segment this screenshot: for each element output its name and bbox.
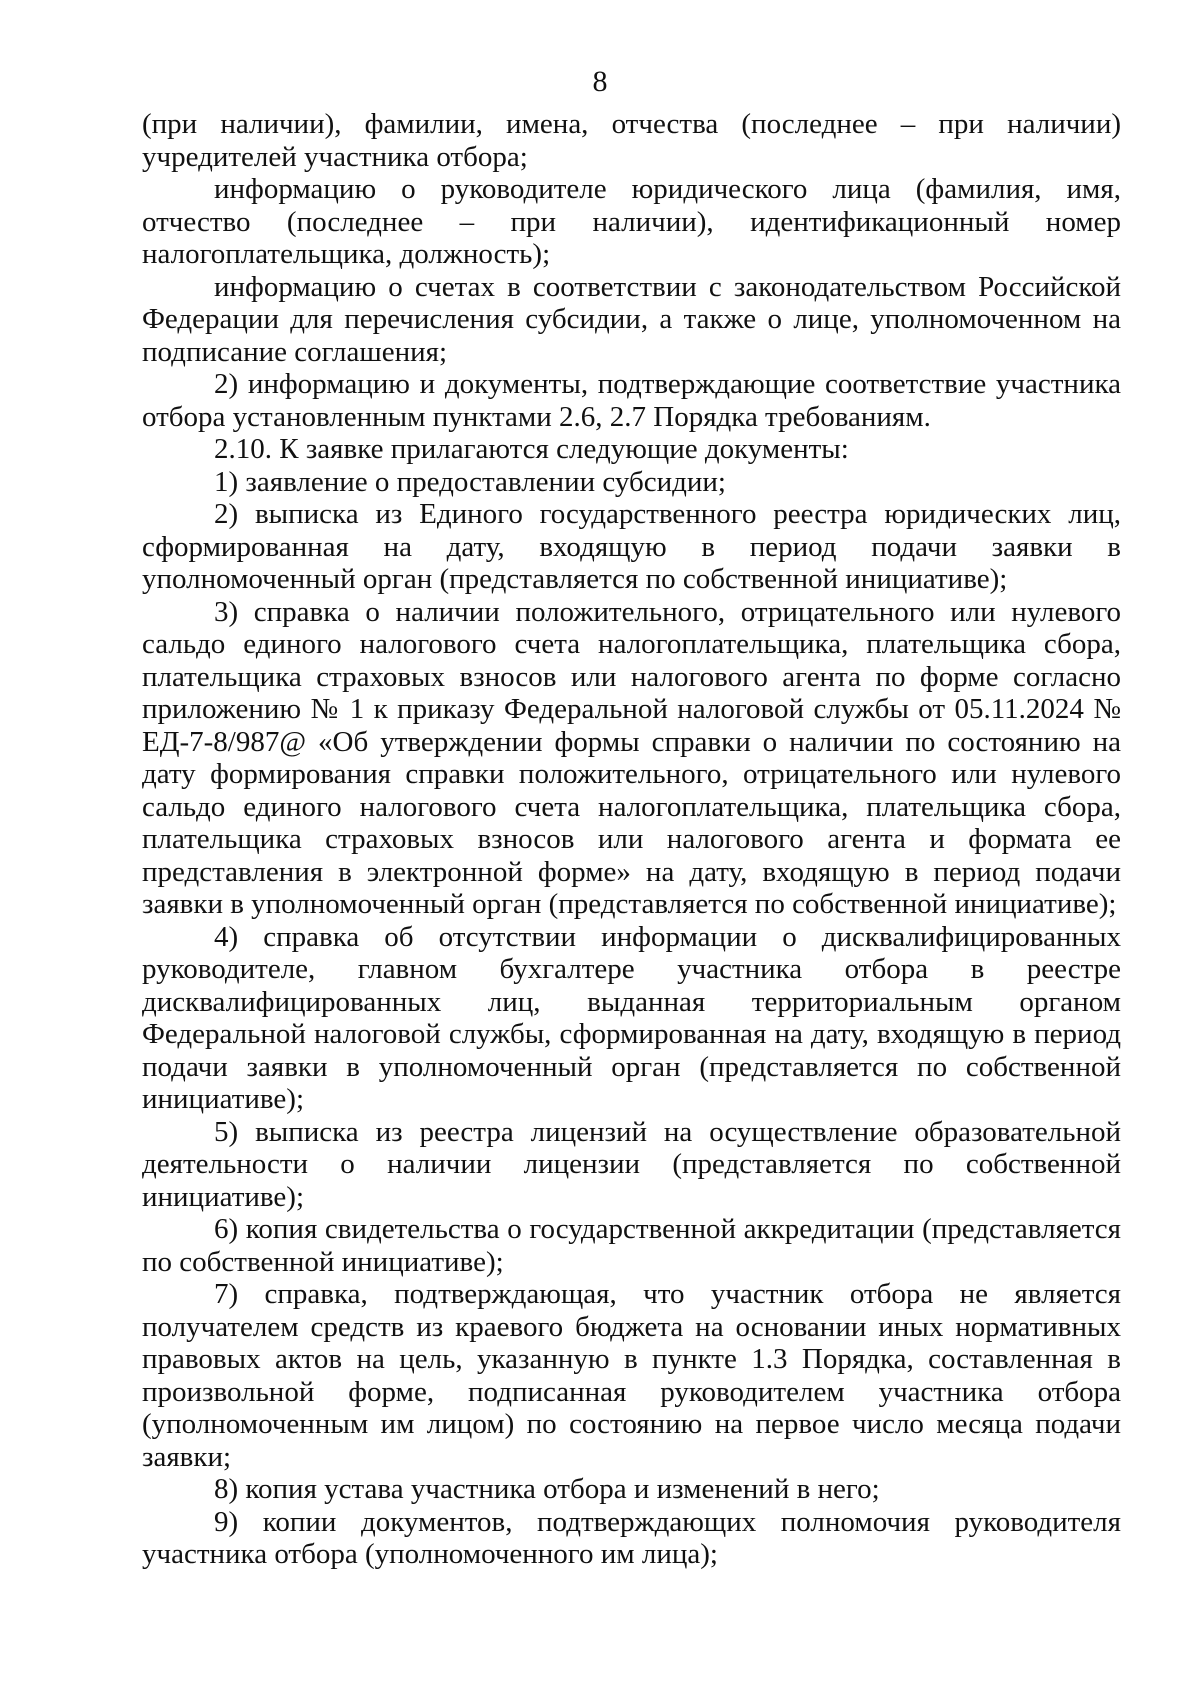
paragraph-director-info: информацию о руководителе юридического лица (фамилия, имя, отчество (последнее – при наличии), идентификационный номер налогоплательщика, должность); [142, 173, 1121, 270]
list-item-8: 8) копия устава участника отбора и изменений в него; [214, 1473, 880, 1505]
paragraph-section-2-10: 2.10. К заявке прилагаются следующие документы: [214, 433, 849, 465]
paragraph-compliance-documents: 2) информацию и документы, подтверждающие соответствие участника отбора установленным пунктами 2.6, 2.7 Порядка требованиям. [142, 368, 1121, 433]
list-item-2: 2) выписка из Единого государственного реестра юридических лиц, сформированная на дату, входящую в период подачи заявки в уполномоченный орган (представляется по собственной инициативе); [142, 498, 1121, 595]
document-body [142, 108, 1121, 1571]
list-item-6: 6) копия свидетельства о государственной аккредитации (представляется по собственной инициативе); [142, 1213, 1121, 1278]
list-item-3: 3) справка о наличии положительного, отрицательного или нулевого сальдо единого налогового счета налогоплательщика, плательщика сбора, плательщика страховых взносов или налогового агента по форме согласно приложению № 1 к приказу Федеральной налоговой службы от 05.11.2024 № ЕД-7-8/987@ «Об утверждении формы справки о наличии по состоянию на дату формирования справки положительного, отрицательного или нулевого сальдо единого налогового счета налогоплательщика, плательщика сбора, плательщика страховых взносов или налогового агента и формата ее представления в электронной форме» на дату, входящую в период подачи заявки в уполномоченный орган (представляется по собственной инициативе); [142, 595, 1121, 920]
list-item-9: 9) копии документов, подтверждающих полномочия руководителя участника отбора (уполномоченного им лица); [142, 1505, 1121, 1570]
list-item-1: 1) заявление о предоставлении субсидии; [214, 465, 726, 498]
list-item-4: 4) справка об отсутствии информации о дисквалифицированных руководителе, главном бухгалтере участника отбора в реестре дисквалифицированных лиц, выданная территориальным органом Федеральной налоговой службы, сформированная на дату, входящую в период подачи заявки в уполномоченный орган (представляется по собственной инициативе); [142, 920, 1121, 1115]
paragraph-founders: (при наличии), фамилии, имена, отчества (последнее – при наличии) учредителей участника отбора; [142, 108, 1121, 173]
list-item-5: 5) выписка из реестра лицензий на осуществление образовательной деятельности о наличии лицензии (представляется по собственной инициативе); [142, 1115, 1121, 1213]
paragraph-accounts-info: информацию о счетах в соответствии с законодательством Российской Федерации для перечисления субсидии, а также о лице, уполномоченном на подписание соглашения; [142, 270, 1121, 368]
page-number: 8 [592, 65, 608, 98]
list-item-7: 7) справка, подтверждающая, что участник отбора не является получателем средств из краевого бюджета на основании иных нормативных правовых актов на цель, указанную в пункте 1.3 Порядка, составленная в произвольной форме, подписанная руководителем участника отбора (уполномоченным им лицом) по состоянию на первое число месяца подачи заявки; [142, 1278, 1121, 1473]
